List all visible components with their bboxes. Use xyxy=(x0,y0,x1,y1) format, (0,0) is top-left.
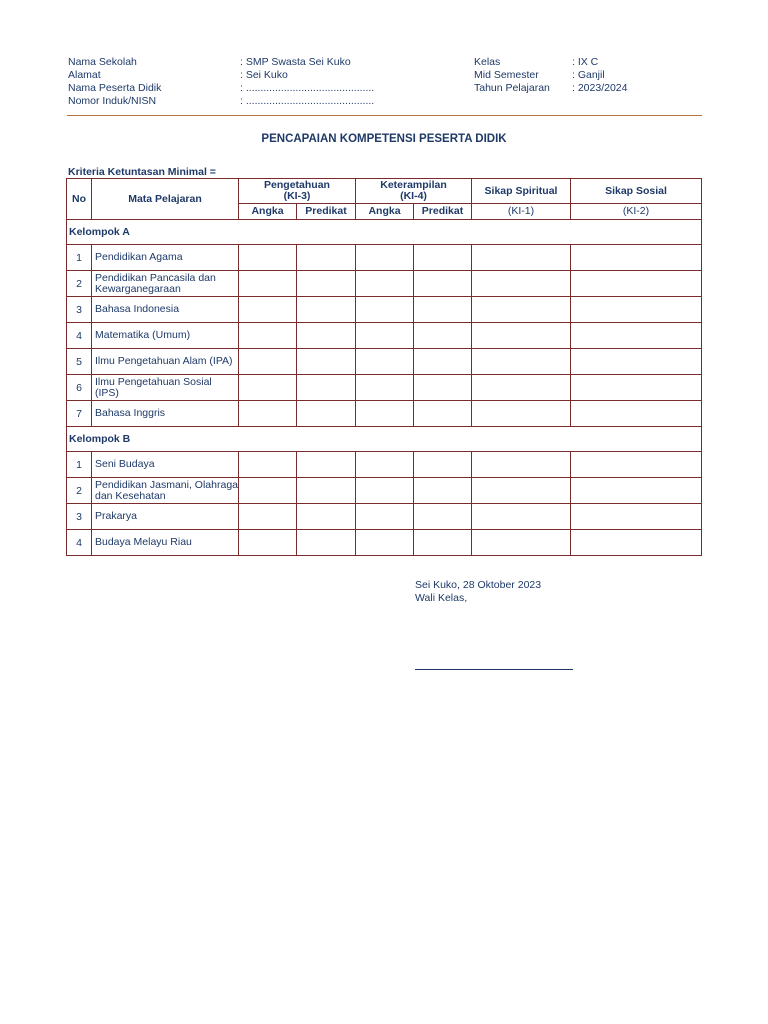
ki2-cell xyxy=(571,530,702,556)
table-row xyxy=(67,245,702,271)
ki2-cell xyxy=(571,452,702,478)
angka-ki4-cell xyxy=(356,504,414,530)
ki2-cell xyxy=(571,323,702,349)
header-predikat-ki4: Predikat xyxy=(414,204,472,220)
table-row xyxy=(67,478,702,504)
predikat-ki4-cell xyxy=(414,297,472,323)
group-row-a xyxy=(67,220,702,245)
subject-name: Pendidikan Pancasila dan Kewarganegaraan xyxy=(92,271,239,297)
ki2-cell xyxy=(571,375,702,401)
table-row xyxy=(67,401,702,427)
table-row xyxy=(67,452,702,478)
subject-name: Seni Budaya xyxy=(92,452,239,478)
group-b-label: Kelompok B xyxy=(67,427,702,452)
signature-line xyxy=(415,669,573,670)
predikat-ki3-cell xyxy=(297,530,356,556)
row-number: 1 xyxy=(67,452,92,478)
value-nisn: : ............................................ xyxy=(240,95,375,107)
predikat-ki3-cell xyxy=(297,349,356,375)
label-nisn: Nomor Induk/NISN xyxy=(68,95,157,107)
ki2-cell xyxy=(571,245,702,271)
class-info-labels xyxy=(474,56,550,95)
value-nama-peserta: : ............................................ xyxy=(240,82,375,94)
value-tahun-pelajaran: : 2023/2024 xyxy=(572,82,628,94)
ki1-cell xyxy=(472,401,571,427)
header-sikap-sosial: Sikap Sosial xyxy=(571,179,702,204)
angka-ki3-cell xyxy=(239,297,297,323)
value-kelas: : IX C xyxy=(572,56,599,68)
header-ki1: (KI-1) xyxy=(472,204,571,220)
angka-ki4-cell xyxy=(356,452,414,478)
subject-name: Bahasa Inggris xyxy=(92,401,239,427)
row-number: 3 xyxy=(67,297,92,323)
header-sikap-spiritual: Sikap Spiritual xyxy=(472,179,571,204)
row-number: 4 xyxy=(67,530,92,556)
predikat-ki4-cell xyxy=(414,375,472,401)
header-angka-ki3: Angka xyxy=(239,204,297,220)
subject-name: Ilmu Pengetahuan Alam (IPA) xyxy=(92,349,239,375)
predikat-ki3-cell xyxy=(297,452,356,478)
angka-ki4-cell xyxy=(356,530,414,556)
subject-name: Budaya Melayu Riau xyxy=(92,530,239,556)
angka-ki4-cell xyxy=(356,245,414,271)
angka-ki4-cell xyxy=(356,478,414,504)
header-ki4-label: (KI-4) xyxy=(400,190,427,202)
school-info-values xyxy=(240,56,374,108)
header-keterampilan-label: Keterampilan xyxy=(380,179,447,191)
class-info-values xyxy=(572,56,627,95)
row-number: 1 xyxy=(67,245,92,271)
subject-name: Bahasa Indonesia xyxy=(92,297,239,323)
predikat-ki4-cell xyxy=(414,245,472,271)
ki1-cell xyxy=(472,452,571,478)
angka-ki3-cell xyxy=(239,504,297,530)
ki1-cell xyxy=(472,504,571,530)
group-a-rows xyxy=(67,245,702,427)
ki2-cell xyxy=(571,349,702,375)
label-mid-semester: Mid Semester xyxy=(474,69,539,81)
ki2-cell xyxy=(571,401,702,427)
ki1-cell xyxy=(472,530,571,556)
table-row xyxy=(67,323,702,349)
value-nama-sekolah: : SMP Swasta Sei Kuko xyxy=(240,56,351,68)
competency-table xyxy=(66,178,702,556)
angka-ki4-cell xyxy=(356,401,414,427)
header-divider xyxy=(67,115,702,116)
angka-ki3-cell xyxy=(239,245,297,271)
predikat-ki4-cell xyxy=(414,504,472,530)
kkm-label: Kriteria Ketuntasan Minimal = xyxy=(68,166,216,178)
ki1-cell xyxy=(472,297,571,323)
row-number: 2 xyxy=(67,271,92,297)
header-ki3-label: (KI-3) xyxy=(283,190,311,202)
ki1-cell xyxy=(472,245,571,271)
angka-ki4-cell xyxy=(356,297,414,323)
angka-ki4-cell xyxy=(356,349,414,375)
header-pengetahuan-label: Pengetahuan xyxy=(264,179,330,191)
angka-ki3-cell xyxy=(239,375,297,401)
predikat-ki4-cell xyxy=(414,452,472,478)
predikat-ki3-cell xyxy=(297,323,356,349)
predikat-ki3-cell xyxy=(297,375,356,401)
table-row xyxy=(67,349,702,375)
page-title: PENCAPAIAN KOMPETENSI PESERTA DIDIK xyxy=(261,133,507,145)
table-row xyxy=(67,375,702,401)
ki2-cell xyxy=(571,271,702,297)
table-header-row-1 xyxy=(67,179,702,204)
angka-ki3-cell xyxy=(239,271,297,297)
label-alamat: Alamat xyxy=(68,69,101,81)
predikat-ki4-cell xyxy=(414,271,472,297)
angka-ki3-cell xyxy=(239,452,297,478)
predikat-ki3-cell xyxy=(297,271,356,297)
subject-name: Pendidikan Agama xyxy=(92,245,239,271)
angka-ki3-cell xyxy=(239,478,297,504)
row-number: 4 xyxy=(67,323,92,349)
ki2-cell xyxy=(571,297,702,323)
school-info-labels xyxy=(68,56,161,108)
predikat-ki4-cell xyxy=(414,478,472,504)
ki1-cell xyxy=(472,271,571,297)
row-number: 5 xyxy=(67,349,92,375)
table-row xyxy=(67,530,702,556)
subject-name: Ilmu Pengetahuan Sosial (IPS) xyxy=(92,375,239,401)
angka-ki3-cell xyxy=(239,323,297,349)
predikat-ki3-cell xyxy=(297,504,356,530)
row-number: 3 xyxy=(67,504,92,530)
predikat-ki4-cell xyxy=(414,349,472,375)
label-nama-sekolah: Nama Sekolah xyxy=(68,56,137,68)
predikat-ki3-cell xyxy=(297,297,356,323)
ki1-cell xyxy=(472,375,571,401)
subject-name: Pendidikan Jasmani, Olahraga dan Kesehatan xyxy=(92,478,239,504)
angka-ki3-cell xyxy=(239,401,297,427)
ki1-cell xyxy=(472,349,571,375)
label-tahun-pelajaran: Tahun Pelajaran xyxy=(474,82,550,94)
row-number: 7 xyxy=(67,401,92,427)
value-alamat: : Sei Kuko xyxy=(240,69,288,81)
header-angka-ki4: Angka xyxy=(356,204,414,220)
label-nama-peserta: Nama Peserta Didik xyxy=(68,82,162,94)
angka-ki3-cell xyxy=(239,530,297,556)
header-mata-pelajaran: Mata Pelajaran xyxy=(92,179,239,220)
label-kelas: Kelas xyxy=(474,56,501,68)
header-predikat-ki3: Predikat xyxy=(297,204,356,220)
group-a-label: Kelompok A xyxy=(67,220,702,245)
angka-ki3-cell xyxy=(239,349,297,375)
signature-place-date: Sei Kuko, 28 Oktober 2023 xyxy=(415,579,542,591)
predikat-ki4-cell xyxy=(414,323,472,349)
predikat-ki3-cell xyxy=(297,478,356,504)
row-number: 2 xyxy=(67,478,92,504)
ki1-cell xyxy=(472,478,571,504)
predikat-ki3-cell xyxy=(297,401,356,427)
header-ki2: (KI-2) xyxy=(571,204,702,220)
ki2-cell xyxy=(571,504,702,530)
predikat-ki3-cell xyxy=(297,245,356,271)
value-mid-semester: : Ganjil xyxy=(572,69,605,81)
angka-ki4-cell xyxy=(356,375,414,401)
group-b-rows xyxy=(67,452,702,556)
ki1-cell xyxy=(472,323,571,349)
angka-ki4-cell xyxy=(356,271,414,297)
header-pengetahuan xyxy=(239,179,356,204)
row-number: 6 xyxy=(67,375,92,401)
angka-ki4-cell xyxy=(356,323,414,349)
group-row-b xyxy=(67,427,702,452)
predikat-ki4-cell xyxy=(414,530,472,556)
table-row xyxy=(67,297,702,323)
signature-role: Wali Kelas, xyxy=(415,592,468,604)
header-keterampilan xyxy=(356,179,472,204)
predikat-ki4-cell xyxy=(414,401,472,427)
subject-name: Prakarya xyxy=(92,504,239,530)
table-row xyxy=(67,504,702,530)
signature-block xyxy=(415,579,541,605)
table-row xyxy=(67,271,702,297)
subject-name: Matematika (Umum) xyxy=(92,323,239,349)
header-no: No xyxy=(67,179,92,220)
ki2-cell xyxy=(571,478,702,504)
